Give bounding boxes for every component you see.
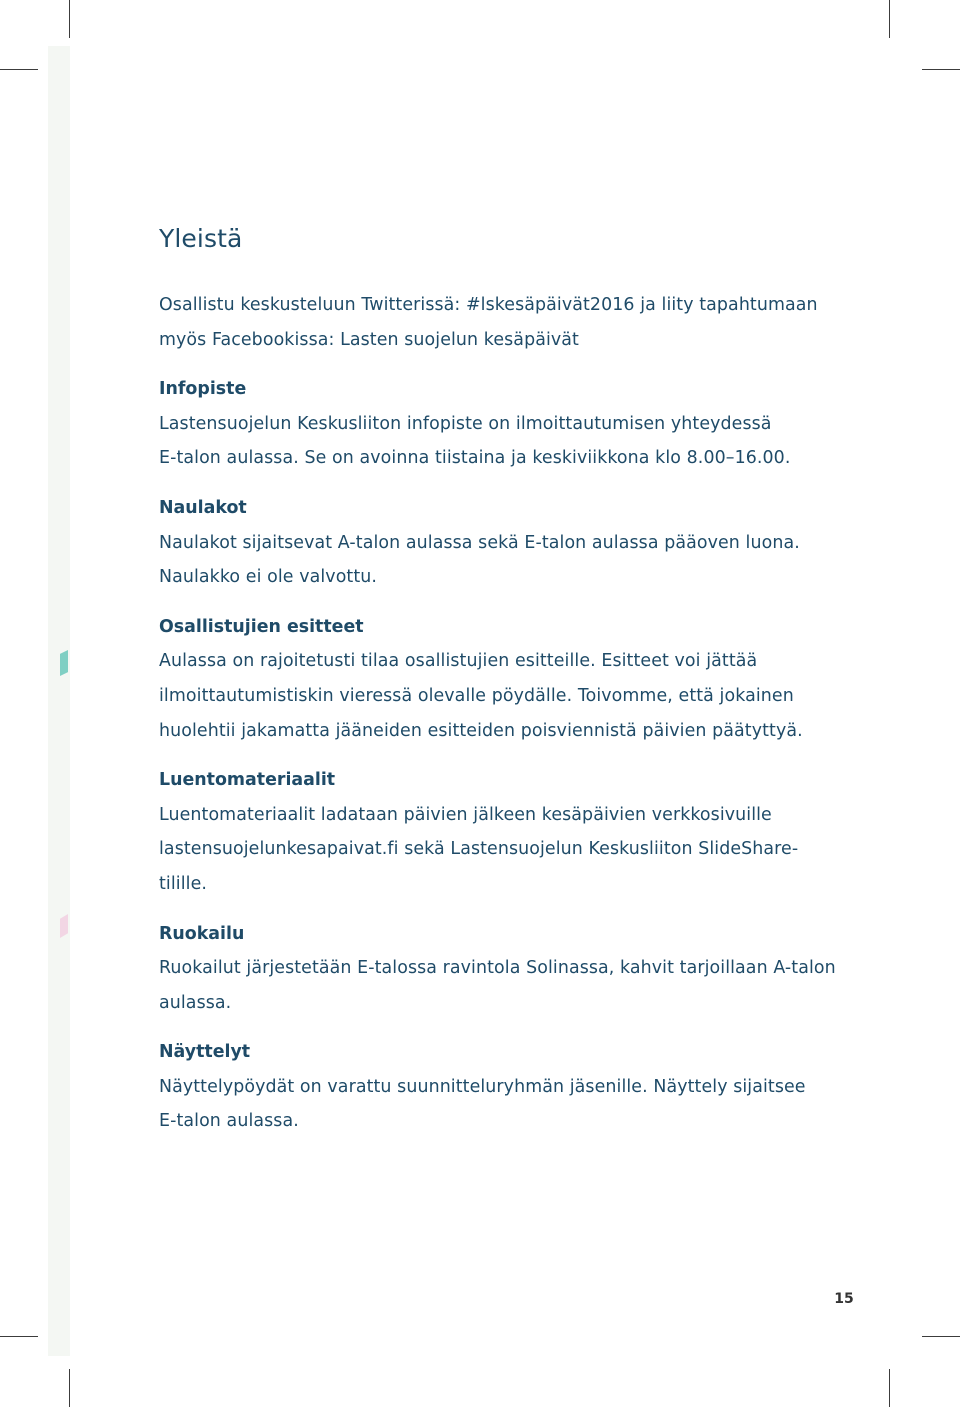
section-ruokailu [159,917,839,1021]
section-infopiste [159,372,839,476]
page-number: 15 [834,1291,854,1307]
crop-mark-left-top [0,69,38,70]
section-line: Naulakot sijaitsevat A-talon aulassa sekä E-talon aulassa pääoven luona. [159,532,800,553]
section-heading: Naulakot [159,497,247,518]
section-line: ilmoittautumistiskin vieressä olevalle pöydälle. Toivomme, että jokainen [159,685,794,706]
main-content [159,221,839,1139]
crop-mark-right-bottom [922,1336,960,1337]
section-heading: Ruokailu [159,923,245,944]
section-naulakot [159,491,839,595]
section-nayttelyt [159,1035,839,1139]
section-line: lastensuojelunkesapaivat.fi sekä Lastensuojelun Keskusliiton SlideShare-tilille. [159,839,799,894]
section-line: E-talon aulassa. [159,1111,299,1132]
section-line: E-talon aulassa. Se on avoinna tiistaina ja keskiviikkona klo 8.00–16.00. [159,448,791,469]
section-line: huolehtii jakamatta jääneiden esitteiden poisviennistä päivien päätyttyä. [159,720,803,741]
section-line: Lastensuojelun Keskusliiton infopiste on ilmoittautumisen yhteydessä [159,413,772,434]
decorative-teal-mark [60,650,68,676]
crop-mark-top-left [69,0,70,38]
intro-paragraph [159,288,839,357]
crop-mark-left-bottom [0,1336,38,1337]
crop-mark-right-top [922,69,960,70]
crop-mark-bottom-left [69,1369,70,1407]
section-heading: Osallistujien esitteet [159,616,364,637]
intro-line: myös Facebookissa: Lasten suojelun kesäpäivät [159,329,579,350]
section-heading: Näyttelyt [159,1042,251,1063]
section-osallistujien-esitteet [159,610,839,748]
section-line: Näyttelypöydät on varattu suunnitteluryhmän jäsenille. Näyttely sijaitsee [159,1076,806,1097]
crop-mark-bottom-right [889,1369,890,1407]
section-line: aulassa. [159,992,232,1013]
section-luentomateriaalit [159,763,839,901]
section-heading: Luentomateriaalit [159,770,336,791]
crop-mark-top-right [889,0,890,38]
section-line: Naulakko ei ole valvottu. [159,567,378,588]
intro-line: Osallistu keskusteluun Twitterissä: #lskesäpäivät2016 ja liity tapahtumaan [159,295,818,315]
section-line: Ruokailut järjestetään E-talossa ravintola Solinassa, kahvit tarjoillaan A-talon [159,958,836,979]
page-title: Yleistä [159,224,243,253]
section-line: Aulassa on rajoitetusti tilaa osallistujien esitteille. Esitteet voi jättää [159,651,758,672]
decorative-side-strip [48,46,70,1356]
section-line: Luentomateriaalit ladataan päivien jälkeen kesäpäivien verkkosivuille [159,804,772,825]
section-heading: Infopiste [159,379,247,400]
